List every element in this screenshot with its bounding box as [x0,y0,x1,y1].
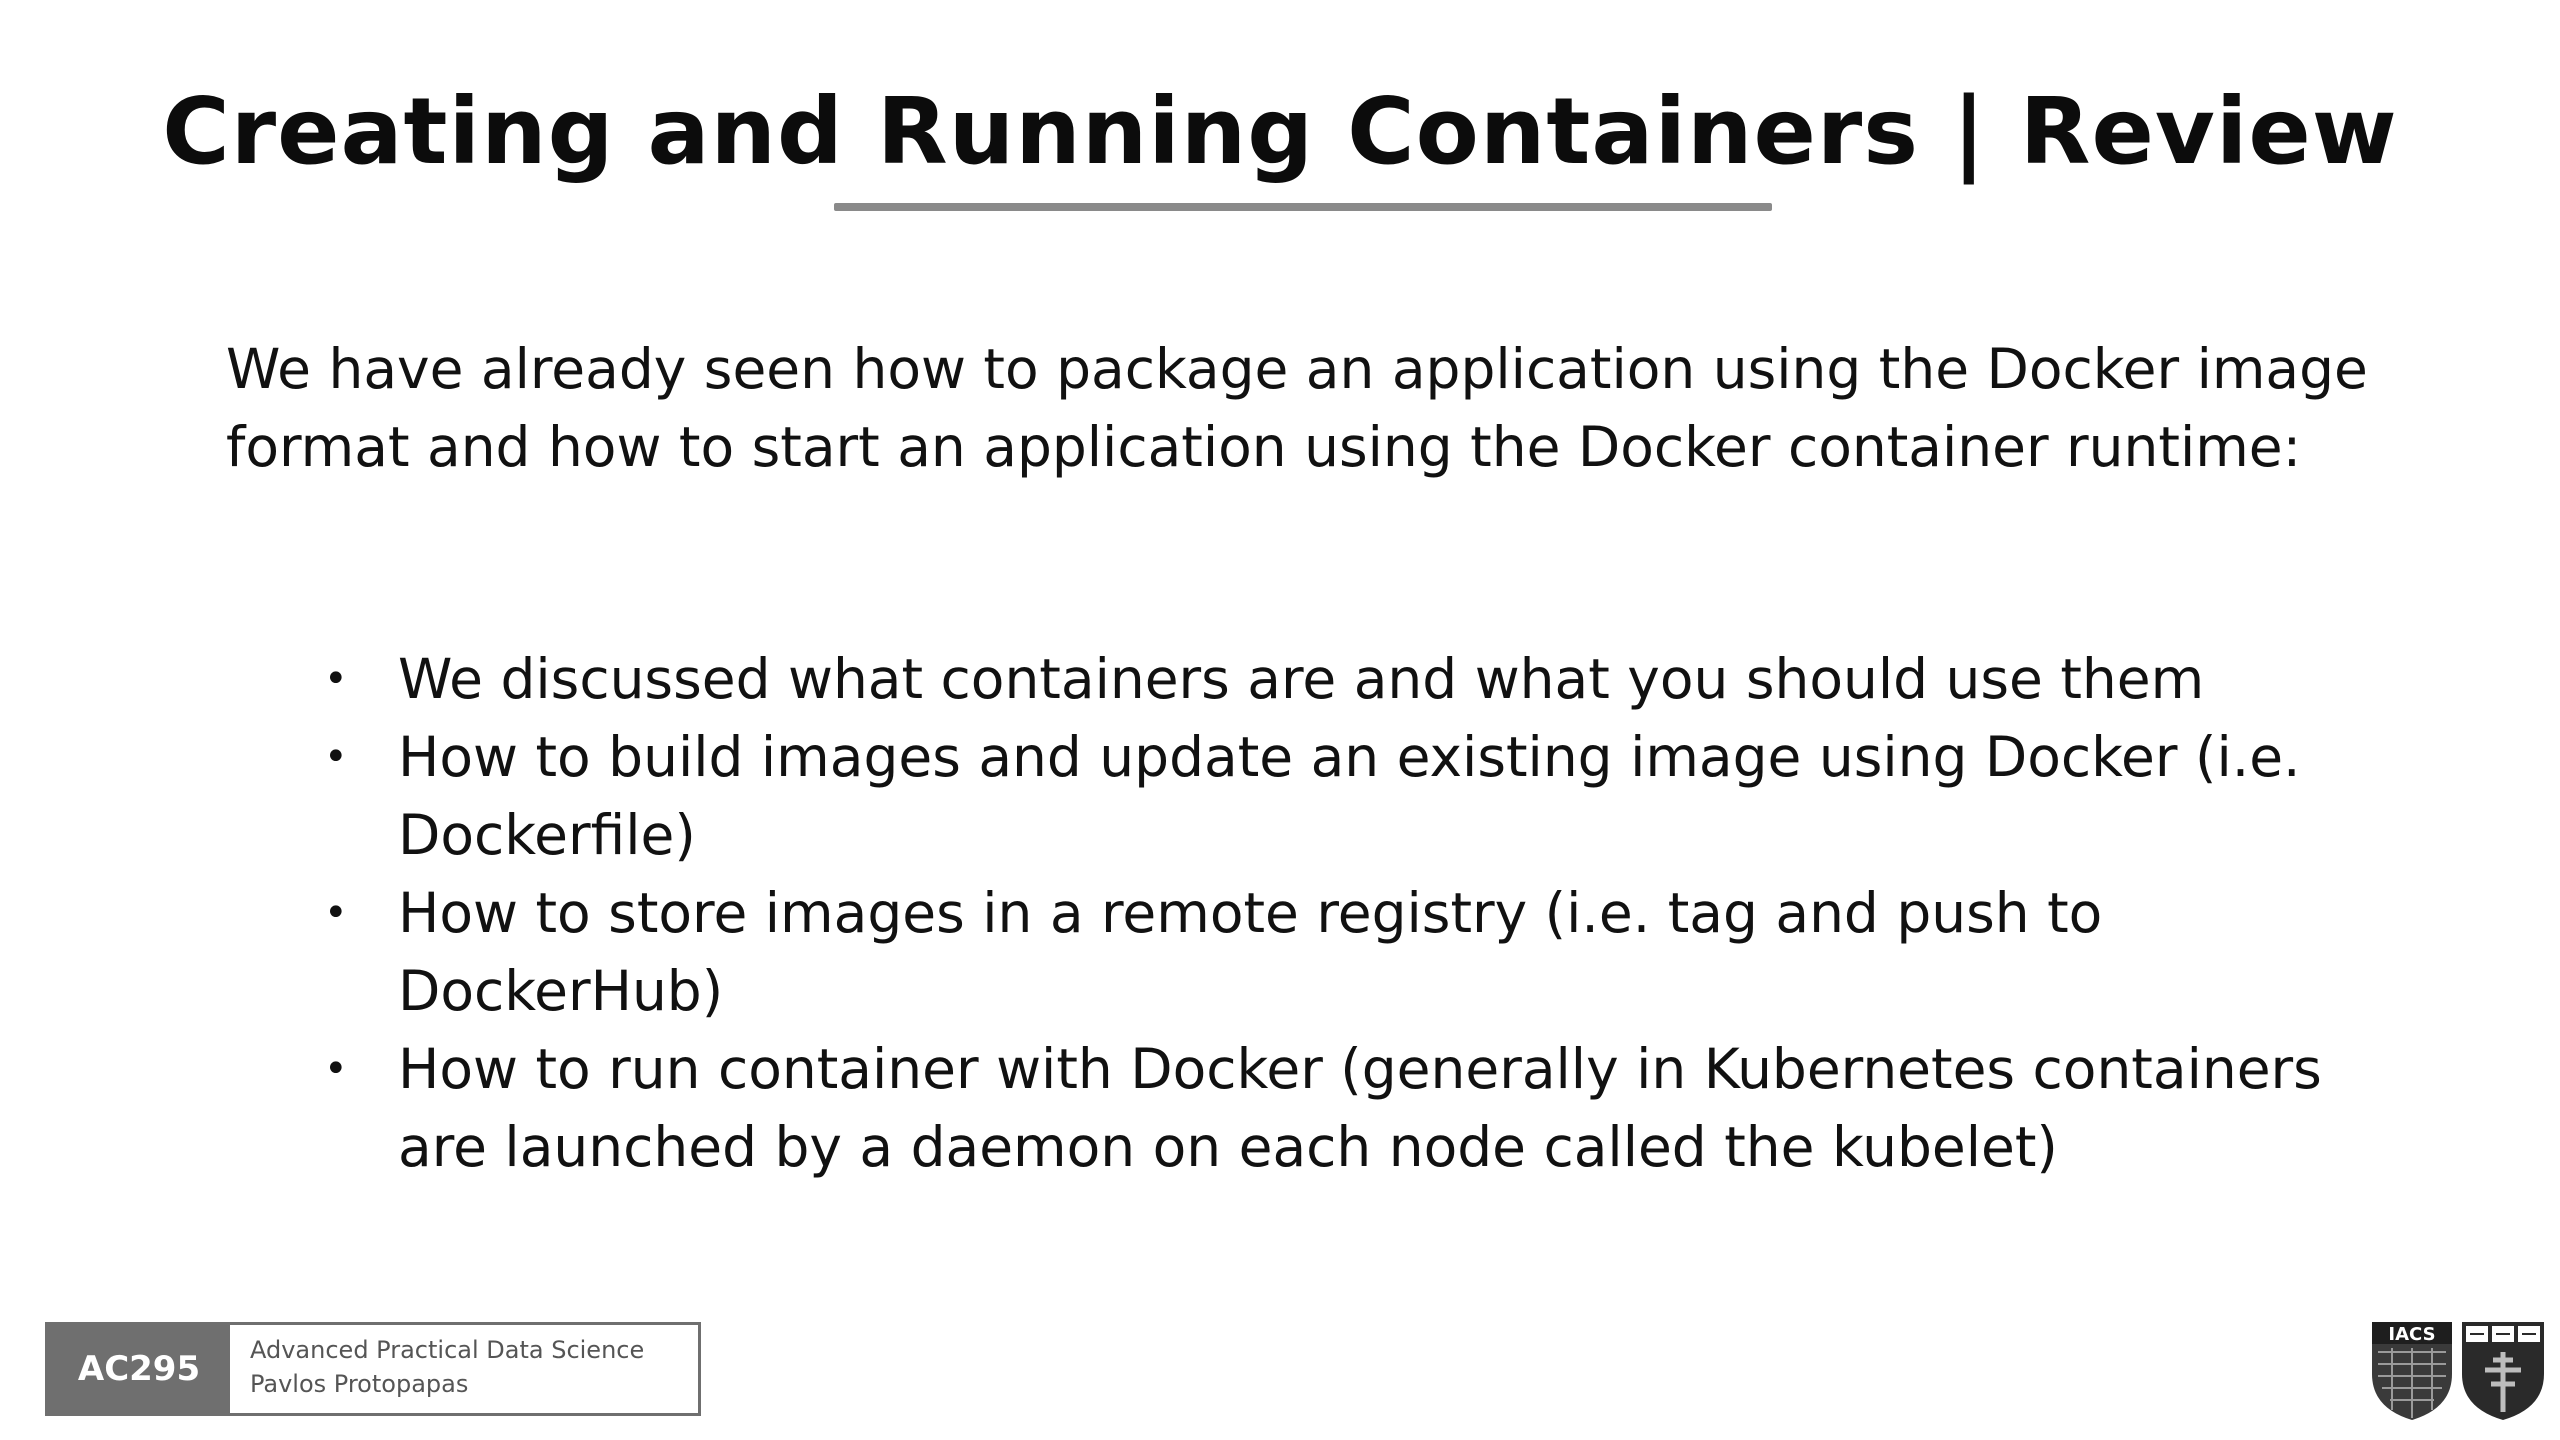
bullet-text: How to build images and update an existing image using Docker (i.e. Dockerfile) [398,725,2301,867]
bullet-dot-icon: • [324,890,348,936]
title-underline [834,203,1772,211]
bullet-item [230,640,2410,718]
iacs-shield-icon [2372,1322,2452,1420]
course-badge [45,1322,701,1416]
bullet-item [230,874,2410,1030]
bullet-dot-icon: • [324,656,348,702]
course-info [230,1325,698,1413]
institution-logos [2368,1318,2548,1422]
intro-paragraph: We have already seen how to package an application using the Docker image format and how to start an application using the Docker container runtime: [226,337,2368,479]
course-name: Advanced Practical Data Science [250,1336,645,1364]
bullet-list [230,640,2410,1186]
slide-title: Creating and Running Containers | Review [162,78,2398,185]
bullet-dot-icon: • [324,734,348,780]
bullet-text: We discussed what containers are and what you should use them [398,647,2205,711]
iacs-label: IACS [2388,1324,2436,1345]
harvard-shield-icon [2462,1322,2544,1420]
course-code: AC295 [48,1325,230,1413]
bullet-dot-icon: • [324,1046,348,1092]
bullet-item [230,1030,2410,1186]
bullet-text: How to run container with Docker (generally in Kubernetes containers are launched by a daemon on each node called the kubelet) [398,1037,2322,1179]
instructor-name: Pavlos Protopapas [250,1370,469,1398]
bullet-text: How to store images in a remote registry (i.e. tag and push to DockerHub) [398,881,2103,1023]
bullet-item [230,718,2410,874]
